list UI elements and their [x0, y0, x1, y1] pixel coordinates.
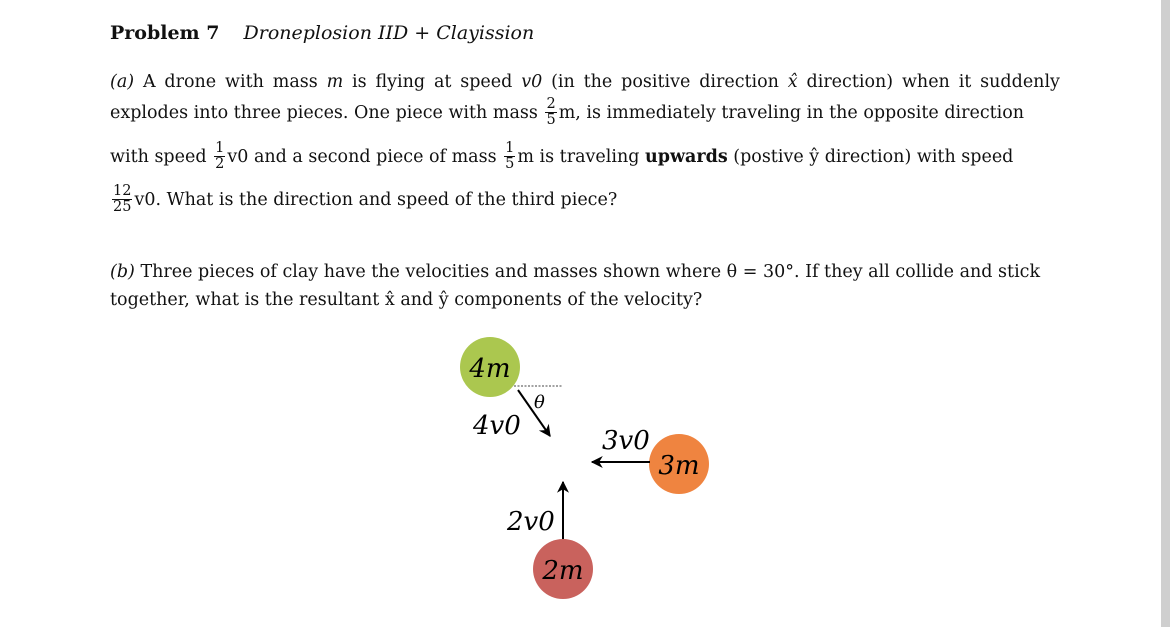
word: A — [142, 72, 156, 92]
text-segment: v0 and a second piece of mass — [227, 147, 497, 167]
text-segment: v0. What is the direction and speed of the third piece? — [134, 190, 618, 210]
text-segment: Three pieces of clay have the velocities and masses shown where θ = 30°. If they all collide and stick — [140, 262, 1041, 282]
word: positive — [621, 72, 691, 92]
part-a-label: (a) — [110, 72, 135, 92]
bold-upwards: upwards — [645, 147, 728, 167]
mass-green-label: 4m — [469, 354, 511, 384]
velocity-red-label: 2v0 — [507, 507, 555, 537]
word: x̂ — [787, 72, 798, 92]
fraction-denominator: 5 — [505, 156, 515, 172]
fraction-denominator: 25 — [113, 199, 132, 215]
text-segment: m, is immediately traveling in the opposite direction — [558, 103, 1025, 123]
part-b-label: (b) — [110, 262, 135, 282]
text-segment: m is traveling — [517, 147, 640, 167]
problem-title: Droneplosion IID + Clayission — [243, 22, 535, 44]
word: suddenly — [980, 72, 1060, 92]
theta-label: θ — [534, 392, 545, 413]
text-segment: together, what is the resultant x̂ and ŷ components of the velocity? — [110, 290, 703, 310]
fraction-numerator: 1 — [215, 140, 225, 156]
mass-red-label: 2m — [542, 556, 584, 586]
word: with — [225, 72, 264, 92]
velocity-green-label: 4v0 — [473, 411, 521, 441]
fraction-denominator: 2 — [215, 156, 225, 172]
word: direction) — [806, 72, 894, 92]
word: mass — [272, 72, 318, 92]
word: m — [326, 72, 344, 92]
word: at — [433, 72, 452, 92]
word: it — [958, 72, 972, 92]
velocity-orange-label: 3v0 — [602, 426, 650, 456]
mass-orange-label: 3m — [658, 451, 700, 481]
word: v0 — [521, 72, 543, 92]
word: speed — [460, 72, 513, 92]
text-segment: explodes into three pieces. One piece with mass — [110, 103, 538, 123]
fraction-numerator: 1 — [505, 140, 515, 156]
fraction-denominator: 5 — [546, 112, 556, 128]
fraction-numerator: 2 — [546, 96, 556, 112]
word: is — [352, 72, 367, 92]
word: drone — [164, 72, 217, 92]
text-segment: with speed — [110, 147, 207, 167]
word: the — [583, 72, 613, 92]
word: flying — [375, 72, 426, 92]
fraction-numerator: 12 — [113, 183, 132, 199]
text-segment: (postive ŷ direction) with speed — [733, 147, 1014, 167]
word: (in — [551, 72, 575, 92]
word: direction — [699, 72, 779, 92]
problem-number: Problem 7 — [110, 22, 220, 44]
word: when — [901, 72, 950, 92]
